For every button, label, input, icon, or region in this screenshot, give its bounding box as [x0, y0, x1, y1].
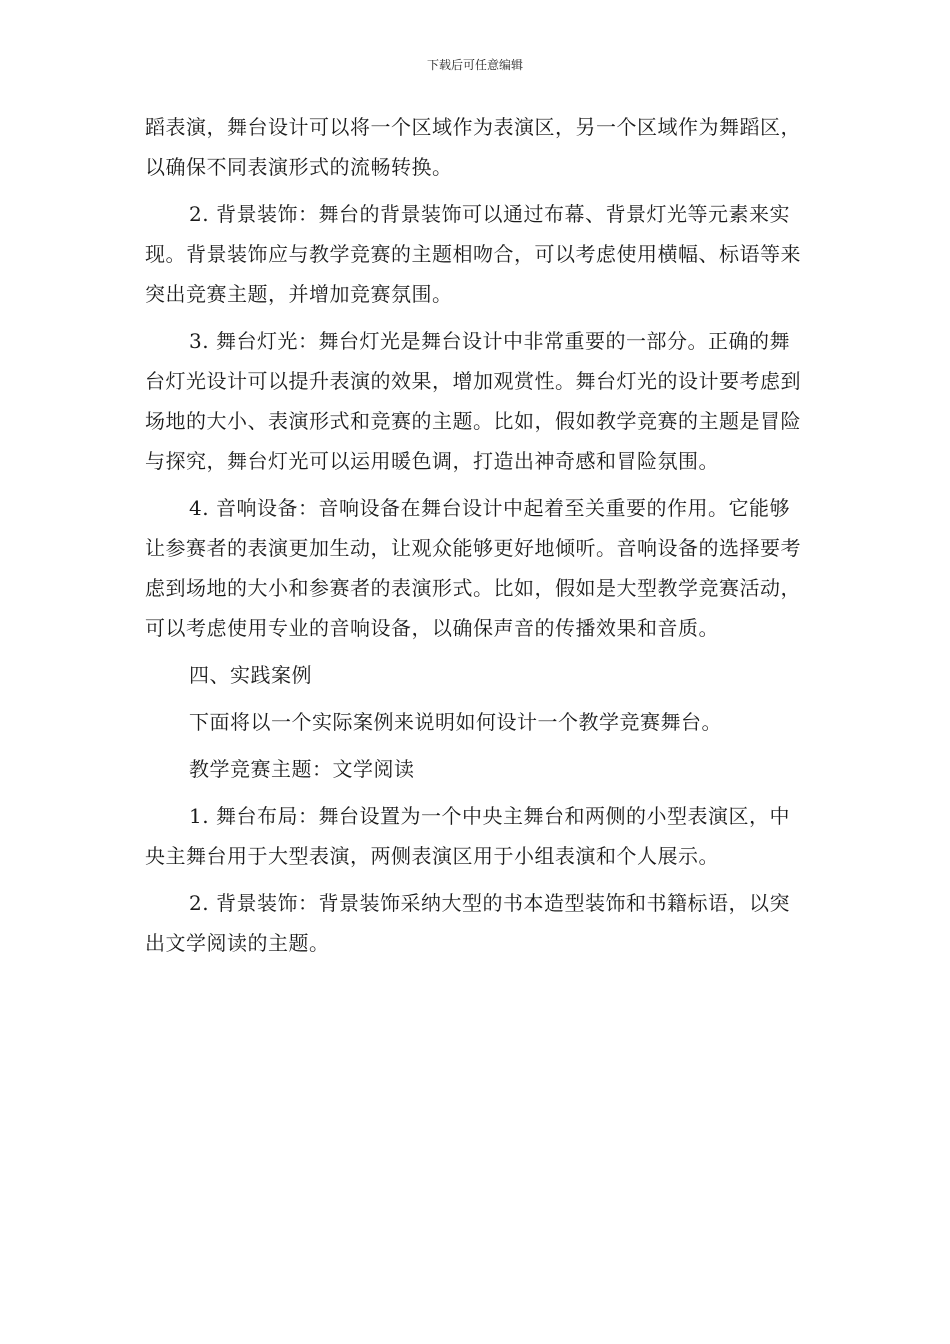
paragraph-case-background: 2. 背景装饰：背景装饰采纳大型的书本造型装饰和书籍标语，以突出文学阅读的主题。 — [145, 891, 790, 955]
paragraph-stage-lighting: 3. 舞台灯光：舞台灯光是舞台设计中非常重要的一部分。正确的舞台灯光设计可以提升表演的效果，增加观赏性。舞台灯光的设计要考虑到场地的大小、表演形式和竞赛的主题。比如，假如教学竞赛的主题是冒险与探究，舞台灯光可以运用暖色调，打造出神奇感和冒险氛围。 — [145, 329, 801, 473]
paragraph-case-stage-layout: 1. 舞台布局：舞台设置为一个中央主舞台和两侧的小型表演区，中央主舞台用于大型表演，两侧表演区用于小组表演和个人展示。 — [145, 804, 790, 868]
section-heading-practice-case: 四、实践案例 — [189, 663, 312, 687]
paragraph-continuation: 蹈表演，舞台设计可以将一个区域作为表演区，另一个区域作为舞蹈区，以确保不同表演形式的流畅转换。 — [145, 115, 801, 179]
paragraph-background-decoration: 2. 背景装饰：舞台的背景装饰可以通过布幕、背景灯光等元素来实现。背景装饰应与教学竞赛的主题相吻合，可以考虑使用横幅、标语等来突出竞赛主题，并增加竞赛氛围。 — [145, 202, 801, 306]
paragraph-case-intro: 下面将以一个实际案例来说明如何设计一个教学竞赛舞台。 — [189, 710, 722, 734]
paragraph-case-theme: 教学竞赛主题：文学阅读 — [189, 757, 415, 781]
document-body — [145, 107, 805, 970]
paragraph-audio-equipment: 4. 音响设备：音响设备在舞台设计中起着至关重要的作用。它能够让参赛者的表演更加生动，让观众能够更好地倾听。音响设备的选择要考虑到场地的大小和参赛者的表演形式。比如，假如是大型教学竞赛活动，可以考虑使用专业的音响设备，以确保声音的传播效果和音质。 — [145, 496, 801, 640]
page-header: 下载后可任意编辑 — [426, 58, 523, 72]
